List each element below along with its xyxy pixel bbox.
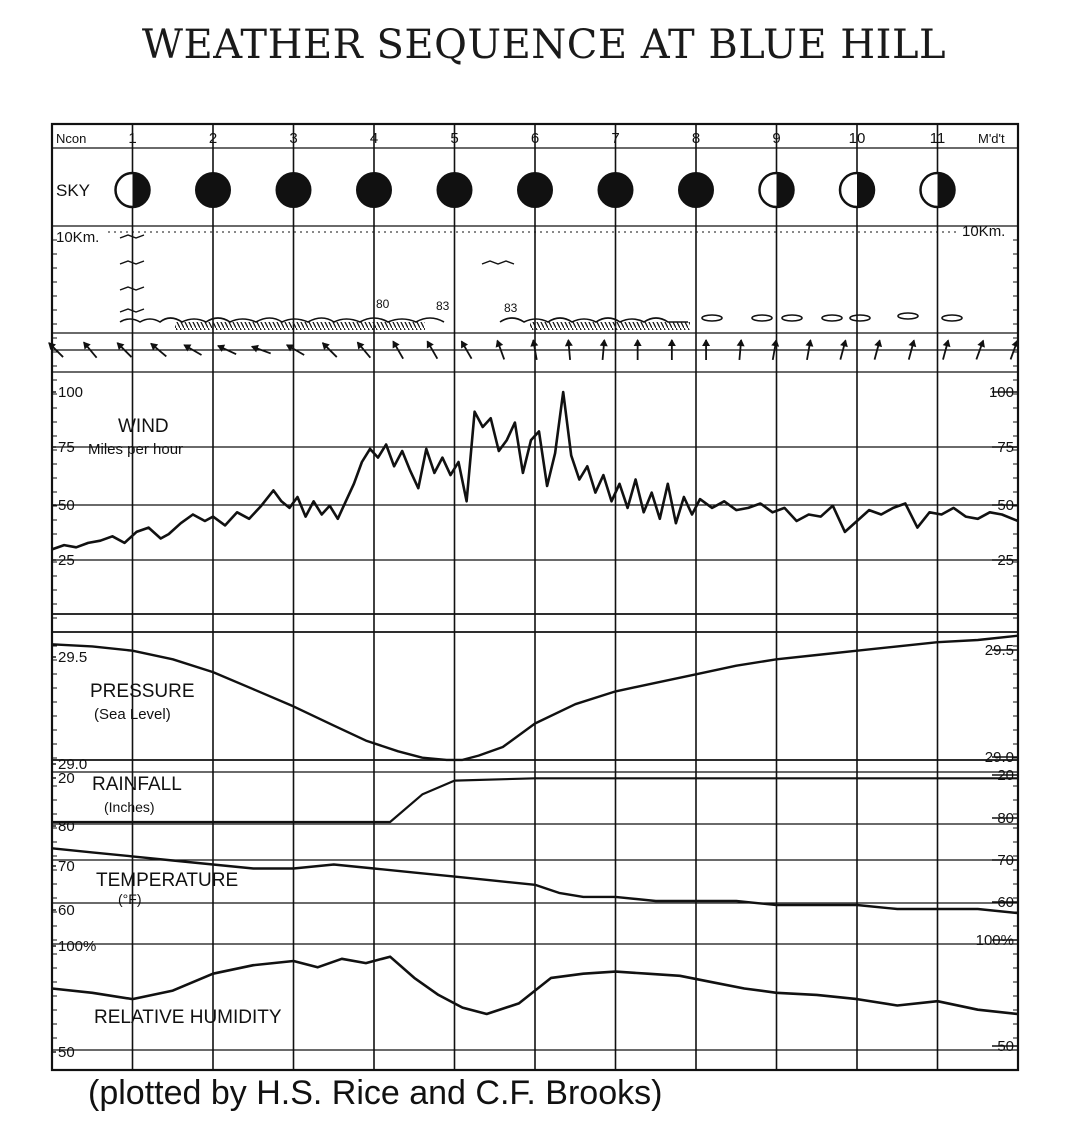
hour-label: 6 (530, 130, 540, 147)
cloud-height-top-left: 10Km. (56, 229, 100, 246)
hour-label: 11 (929, 130, 946, 147)
hour-label: 10 (848, 130, 866, 147)
overcast-sky-icon (599, 173, 633, 207)
wind-tick-label: 100 (988, 384, 1014, 401)
sky-cover-icon (277, 173, 311, 207)
arrow-head (977, 338, 987, 347)
hour-label: 2 (208, 130, 218, 147)
cloud-height-top-right: 10Km. (962, 223, 1006, 240)
arrow-head (564, 339, 573, 347)
wind-tick-label: 25 (58, 552, 75, 569)
humidity-tick-label: 100% (58, 938, 97, 955)
humidity-tick-label: 50 (997, 1038, 1014, 1055)
scattered-cloud (942, 315, 962, 321)
arrow-head (668, 339, 676, 346)
half-fill-icon (857, 173, 874, 207)
temperature-tick-label: 80 (997, 810, 1014, 827)
wind-tick-label: 75 (58, 439, 75, 456)
arrow-head (840, 338, 850, 347)
sky-cover-icon (196, 173, 230, 207)
pressure-tick-label: 29.0 (58, 756, 88, 773)
hour-label: 3 (289, 130, 298, 147)
cloud-marker (482, 261, 514, 264)
arrow-head (909, 338, 919, 347)
arrow-head (805, 338, 814, 346)
sky-cover-icon (840, 173, 874, 207)
panel-labels (56, 131, 1005, 1028)
low-cloud-band (500, 318, 688, 322)
arrow-head (493, 338, 503, 347)
overcast-sky-icon (357, 173, 391, 207)
cloud-annotation: 83 (504, 301, 518, 315)
scattered-cloud (702, 315, 722, 321)
sky-cover-icon (679, 173, 713, 207)
sky-cover-icon (760, 173, 794, 207)
arrow-head (737, 339, 746, 347)
wind-tick-label: 50 (58, 497, 75, 514)
half-fill-icon (938, 173, 955, 207)
arrow-head (874, 338, 884, 347)
temperature-tick-label: 70 (997, 852, 1014, 869)
rainfall-tick-label: 20 (997, 767, 1014, 784)
cloud-annotation: 80 (376, 297, 390, 311)
wind-tick-label: 50 (997, 497, 1014, 514)
pressure-tick-label: 29.5 (984, 642, 1014, 659)
arrow-head (600, 339, 609, 347)
pressure-tick-label: 29.0 (984, 749, 1014, 766)
scattered-cloud (850, 315, 870, 321)
sky-cover-icon (518, 173, 552, 207)
hour-label: 7 (611, 130, 620, 147)
half-fill-icon (133, 173, 150, 207)
overcast-sky-icon (277, 173, 311, 207)
cloud-annotation: 83 (436, 299, 450, 313)
arrow-head (702, 339, 710, 346)
half-fill-icon (777, 173, 794, 207)
chart-grid (52, 124, 1018, 1070)
pressure-label: PRESSURE (90, 681, 195, 702)
sky-cover-icon (357, 173, 391, 207)
wind-tick-label: 100 (58, 384, 84, 401)
overcast-sky-icon (679, 173, 713, 207)
overcast-sky-icon (196, 173, 230, 207)
arrow-head (389, 338, 399, 348)
rain-hatch (530, 322, 690, 330)
sky-cover-icon (116, 173, 150, 207)
sky-cover-icon (921, 173, 955, 207)
arrow-head (634, 339, 642, 346)
sky-row (116, 173, 955, 207)
wind-label: WIND (118, 416, 169, 437)
arrow-head (458, 338, 468, 348)
arrow-head (250, 342, 259, 352)
temperature-sublabel: (°F) (118, 891, 142, 907)
overcast-sky-icon (518, 173, 552, 207)
humidity-label: RELATIVE HUMIDITY (94, 1007, 282, 1028)
scattered-cloud (752, 315, 772, 321)
hour-label: 4 (369, 130, 379, 147)
temperature-tick-label: 70 (58, 858, 75, 875)
low-cloud-band (120, 318, 444, 322)
overcast-sky-icon (438, 173, 472, 207)
humidity-tick-label: 100% (975, 932, 1014, 949)
scattered-cloud (822, 315, 842, 321)
wind-tick-label: 25 (997, 552, 1014, 569)
sky-cover-icon (599, 173, 633, 207)
arrow-head (423, 338, 433, 348)
hour-end-label: M'd't (978, 131, 1005, 146)
temperature-tick-label: 60 (997, 894, 1014, 911)
arrow-head (943, 338, 953, 347)
rain-hatch (175, 322, 425, 330)
hour-label: 8 (691, 130, 701, 147)
arrow-head (529, 338, 538, 346)
chart-title: WEATHER SEQUENCE AT BLUE HILL (141, 22, 947, 68)
hour-start-label: Ncon (56, 131, 87, 146)
rainfall-sublabel: (Inches) (104, 799, 155, 815)
scattered-cloud (898, 313, 918, 319)
hour-label: 1 (128, 130, 137, 147)
arrow-head (1012, 338, 1022, 347)
rainfall-label: RAINFALL (92, 774, 182, 795)
temperature-label: TEMPERATURE (96, 870, 239, 891)
wind-tick-label: 75 (997, 439, 1014, 456)
scattered-cloud (782, 315, 802, 321)
temperature-tick-label: 80 (58, 818, 75, 835)
pressure-tick-label: 29.5 (58, 649, 88, 666)
hour-label: 5 (450, 130, 459, 147)
temperature-tick-label: 60 (58, 902, 75, 919)
hour-label: 9 (772, 130, 781, 147)
wind-units-label: Miles per hour (88, 441, 184, 458)
rainfall-tick-label: 20 (58, 770, 75, 787)
pressure-sublabel: (Sea Level) (94, 706, 171, 723)
sky-cover-icon (438, 173, 472, 207)
chart-caption: (plotted by H.S. Rice and C.F. Brooks) (88, 1074, 663, 1112)
humidity-tick-label: 50 (58, 1044, 75, 1061)
sky-label: SKY (56, 181, 91, 200)
